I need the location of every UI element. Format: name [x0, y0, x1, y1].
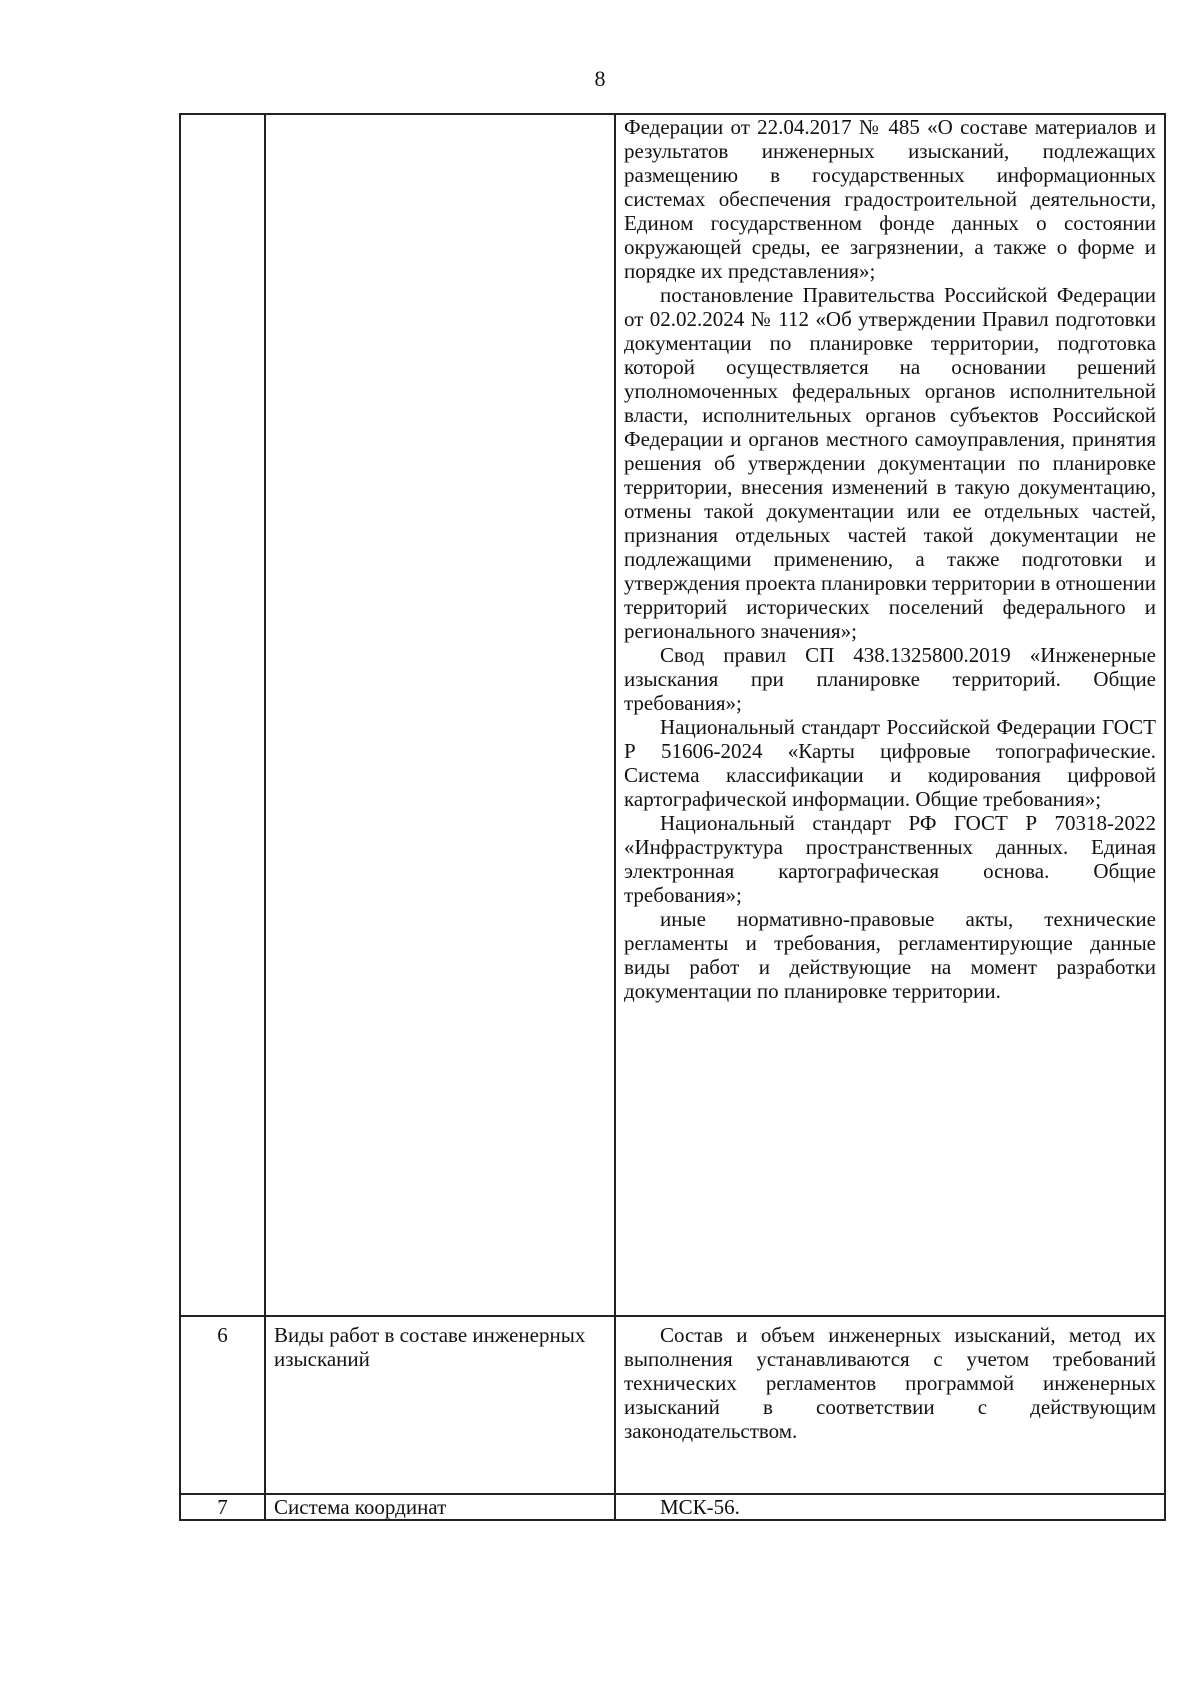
row-content [615, 1316, 1165, 1494]
content-paragraph: Национальный стандарт РФ ГОСТ Р 70318-2022 «Инфраструктура пространственных данных. Единая электронная картографическая основа. Общие требования»; [624, 811, 1156, 907]
terms-table [179, 113, 1166, 1521]
row-number: 7 [180, 1494, 265, 1520]
content-paragraph: МСК-56. [660, 1495, 740, 1519]
row-name [265, 114, 615, 1316]
content-paragraph: Национальный стандарт Российской Федерации ГОСТ Р 51606-2024 «Карты цифровые топографические. Система классификации и кодирования цифровой картографической информации. Общие требования»; [624, 715, 1156, 811]
table-row [180, 114, 1165, 1316]
page-number: 8 [594, 66, 606, 91]
row-name: Виды работ в составе инженерных изысканий [265, 1316, 615, 1494]
content-paragraph: Состав и объем инженерных изысканий, метод их выполнения устанавливаются с учетом требований технических регламентов программой инженерных изысканий в соответствии с действующим законодательством. [624, 1323, 1156, 1443]
row-content [615, 114, 1165, 1316]
row-name: Система координат [265, 1494, 615, 1520]
table-row [180, 1316, 1165, 1494]
table-row [180, 1494, 1165, 1520]
row-number [180, 114, 265, 1316]
content-paragraph: Федерации от 22.04.2017 № 485 «О составе материалов и результатов инженерных изысканий, подлежащих размещению в государственных информационных системах обеспечения градостроительной деятельности, Едином государственном фонде данных о состоянии окружающей среды, ее загрязнении, а также о форме и порядке их представления»; [624, 115, 1156, 283]
content-paragraph: иные нормативно-правовые акты, технические регламенты и требования, регламентирующие данные виды работ и действующие на момент разработки документации по планировке территории. [624, 907, 1156, 1003]
content-paragraph: Свод правил СП 438.1325800.2019 «Инженерные изыскания при планировке территорий. Общие требования»; [624, 643, 1156, 715]
content-paragraph: постановление Правительства Российской Федерации от 02.02.2024 № 112 «Об утверждении Правил подготовки документации по планировке территории, подготовка которой осуществляется на основании решений уполномоченных федеральных органов исполнительной власти, исполнительных органов субъектов Российской Федерации и органов местного самоуправления, принятия решения об утверждении документации по планировке территории, внесения изменений в такую документацию, отмены такой документации или ее отдельных частей, признания отдельных частей такой документации не подлежащими применению, а также подготовки и утверждения проекта планировки территории в отношении территорий исторических поселений федерального и регионального значения»; [624, 283, 1156, 643]
row-content [615, 1494, 1165, 1520]
row-number: 6 [180, 1316, 265, 1494]
